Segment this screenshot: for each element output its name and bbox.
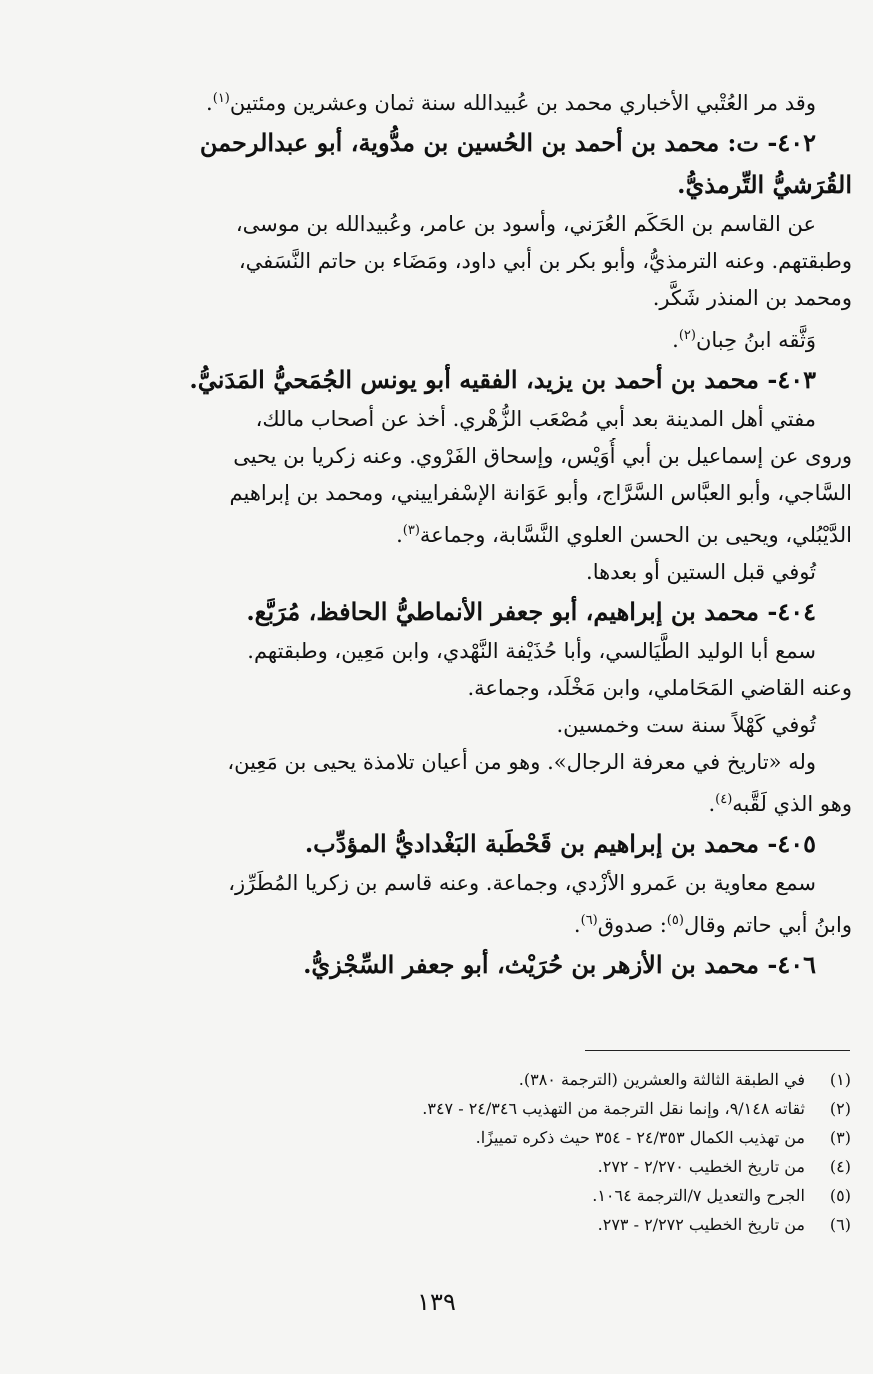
footnote-number: (٣): [829, 1128, 851, 1147]
footnote-ref: (٢): [678, 328, 696, 343]
text-line: وعنه القاضي المَحَاملي، وابن مَخْلَد، وجماعة.: [467, 676, 852, 700]
text-line: تُوفي قبل الستين أو بعدها.: [586, 560, 816, 584]
footnote: [131, 1123, 851, 1152]
footnotes: [131, 1065, 851, 1239]
footnote: [131, 1152, 851, 1181]
footnote-ref: (٣): [402, 523, 420, 538]
footnote-ref: (٥): [666, 913, 684, 928]
entry-heading: ٤٠٥- محمد بن إبراهيم بن قَحْطَبة البَغْداديُّ المؤدِّب.: [304, 829, 816, 858]
text-line: مفتي أهل المدينة بعد أبي مُصْعَب الزُّهْري. أخذ عن أصحاب مالك،: [255, 407, 816, 431]
footnote-ref: (٤): [715, 792, 733, 807]
footnote-text: الجرح والتعديل ٧/الترجمة ١٠٦٤.: [592, 1186, 805, 1205]
footnote-number: (١): [829, 1070, 851, 1089]
footnote-ref: (٦): [580, 913, 598, 928]
text-line: وقد مر العُتْبي الأخباري محمد بن عُبيدالله سنة ثمان وعشرين ومئتين$^{(١)}$.: [206, 91, 816, 115]
text-line: السَّاجي، وأبو العبَّاس السَّرَّاج، وأبو عَوَانة الإسْفراييني، ومحمد بن إبراهيم: [229, 481, 852, 505]
text-line: الدَّيْبُلي، ويحيى بن الحسن العلوي النَّسَّابة، وجماعة$^{(٣)}$.: [396, 523, 852, 547]
text-line: سمع معاوية بن عَمرو الأزْدي، وجماعة. وعنه قاسم بن زكريا المُطَرِّز،: [228, 871, 816, 895]
footnote-number: (٤): [829, 1157, 851, 1176]
footnote-text: من تاريخ الخطيب ٢/٢٧٢ - ٢٧٣.: [597, 1215, 805, 1234]
text-line: وهو الذي لَقَّبه$^{(٤)}$.: [708, 792, 852, 816]
footnote: [131, 1094, 851, 1123]
entry-heading: ٤٠٢- ت: محمد بن أحمد بن الحُسين بن مدُّوية، أبو عبدالرحمن: [199, 128, 816, 157]
text-line: وَثَّقه ابنُ حِبان$^{(٢)}$.: [672, 328, 816, 352]
page-number: ١٣٩: [417, 1288, 456, 1316]
text-line: ومحمد بن المنذر شَكَّر.: [652, 286, 852, 310]
footnote: [131, 1181, 851, 1210]
main-text: [100, 80, 852, 986]
footnote-divider: [585, 1050, 850, 1051]
entry-heading: ٤٠٦- محمد بن الأزهر بن حُرَيْث، أبو جعفر السِّجْزيُّ.: [303, 950, 816, 979]
text-line: سمع أبا الوليد الطَّيَالسي، وأبا حُذَيْفة النَّهْدي، وابن مَعِين، وطبقتهم.: [247, 639, 816, 663]
footnote-ref: (١): [212, 91, 230, 106]
text-line: تُوفي كَهْلاً سنة ست وخمسين.: [556, 713, 816, 737]
footnote: [131, 1210, 851, 1239]
text-line: عن القاسم بن الحَكَم العُرَني، وأسود بن عامر، وعُبيدالله بن موسى،: [235, 212, 816, 236]
footnote-text: في الطبقة الثالثة والعشرين (الترجمة ٣٨٠).: [518, 1070, 805, 1089]
text-line: وطبقتهم. وعنه الترمذيُّ، وأبو بكر بن أبي داود، ومَضَاء بن حاتم النَّسَفي،: [238, 249, 852, 273]
text-line: وروى عن إسماعيل بن أبي أُوَيْس، وإسحاق الفَرْوي. وعنه زكريا بن يحيى: [233, 444, 852, 468]
footnote-number: (٥): [829, 1186, 851, 1205]
text-line: وابنُ أبي حاتم وقال$^{(٥)}$: صدوق$^{(٦)}$.: [573, 913, 852, 937]
footnote-text: من تهذيب الكمال ٢٤/٣٥٣ - ٣٥٤ حيث ذكره تمييزًا.: [475, 1128, 805, 1147]
entry-heading: ٤٠٤- محمد بن إبراهيم، أبو جعفر الأنماطيُّ الحافظ، مُرَبَّع.: [246, 597, 816, 626]
text-line: وله «تاريخ في معرفة الرجال». وهو من أعيان تلامذة يحيى بن مَعِين،: [227, 750, 816, 774]
entry-heading: القُرَشيُّ التِّرمذيُّ.: [677, 170, 852, 199]
entry-heading: ٤٠٣- محمد بن أحمد بن يزيد، الفقيه أبو يونس الجُمَحيُّ المَدَنيُّ.: [189, 365, 816, 394]
footnote-text: من تاريخ الخطيب ٢/٢٧٠ - ٢٧٢.: [597, 1157, 805, 1176]
footnote-number: (٦): [829, 1215, 851, 1234]
footnote-number: (٢): [829, 1099, 851, 1118]
footnote: [131, 1065, 851, 1094]
footnote-text: ثقاته ٩/١٤٨، وإنما نقل الترجمة من التهذيب ٢٤/٣٤٦ - ٣٤٧.: [422, 1099, 805, 1118]
